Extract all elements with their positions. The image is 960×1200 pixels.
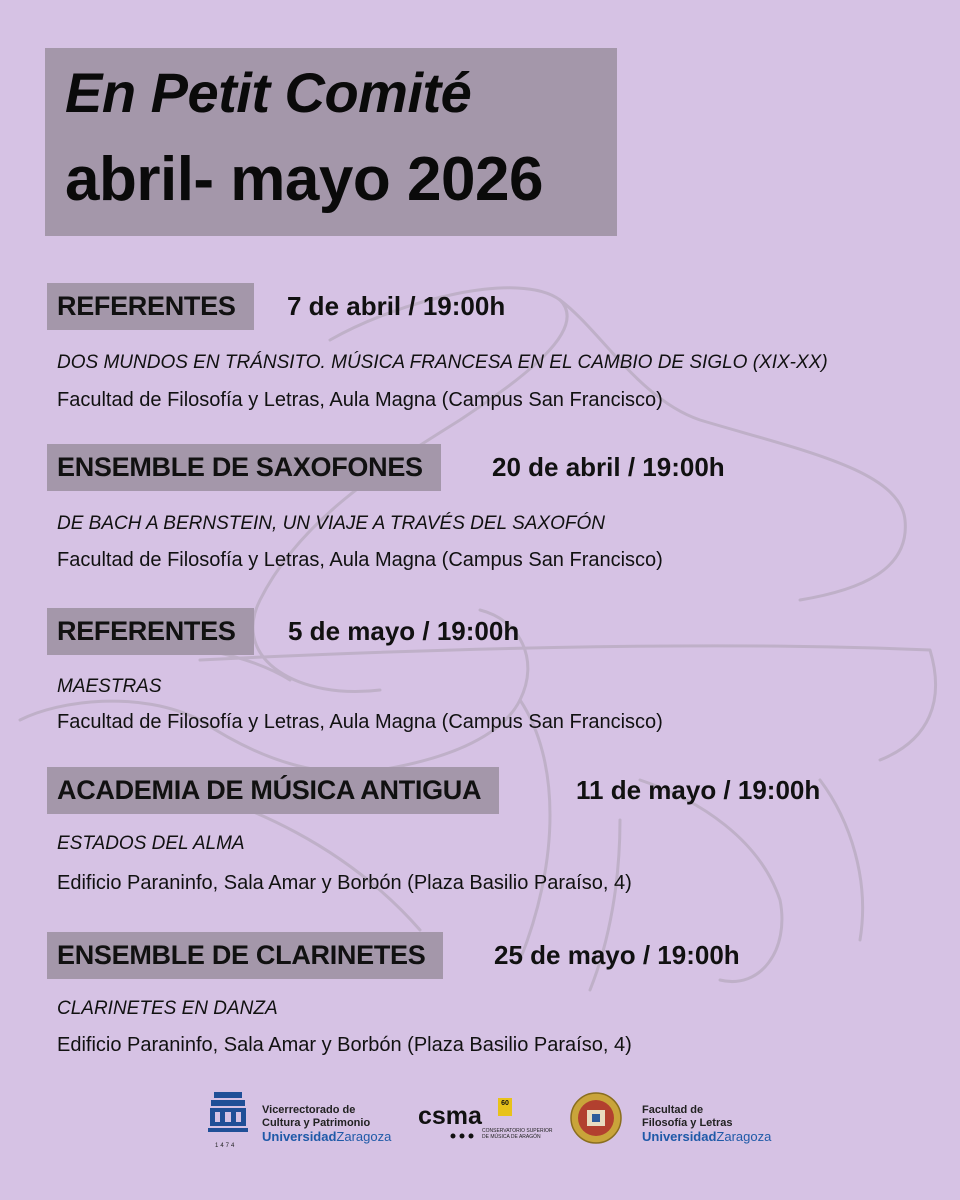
logo3-brand bbox=[642, 1130, 771, 1143]
title-block bbox=[45, 48, 617, 236]
event-venue: Facultad de Filosofía y Letras, Aula Magna (Campus San Francisco) bbox=[57, 389, 663, 411]
event-group-tag: ENSEMBLE DE CLARINETES bbox=[47, 932, 443, 979]
faculty-seal-icon bbox=[570, 1092, 622, 1144]
event-program: ESTADOS DEL ALMA bbox=[57, 833, 245, 854]
page-subtitle: abril- mayo 2026 bbox=[65, 145, 543, 214]
logo1-line1: Vicerrectorado de bbox=[262, 1104, 356, 1116]
logo3-brand-a: Universidad bbox=[642, 1129, 717, 1144]
event-date: 25 de mayo / 19:00h bbox=[494, 940, 740, 970]
event-venue: Edificio Paraninfo, Sala Amar y Borbón (Plaza Basilio Paraíso, 4) bbox=[57, 1034, 632, 1056]
logo3-brand-b: Zaragoza bbox=[716, 1129, 772, 1144]
event-group-tag: REFERENTES bbox=[47, 608, 254, 655]
csma-anniversary-badge: 60 bbox=[498, 1098, 512, 1116]
csma-logo: csma bbox=[418, 1102, 482, 1130]
logo1-brand bbox=[262, 1130, 391, 1143]
event-venue: Facultad de Filosofía y Letras, Aula Magna (Campus San Francisco) bbox=[57, 711, 663, 733]
event-venue: Facultad de Filosofía y Letras, Aula Magna (Campus San Francisco) bbox=[57, 549, 663, 571]
crest-year: 1474 bbox=[215, 1143, 237, 1149]
event-date: 20 de abril / 19:00h bbox=[492, 452, 725, 482]
logo1-brand-a: Universidad bbox=[262, 1129, 337, 1144]
csma-logo-text bbox=[482, 1128, 552, 1140]
event-date: 7 de abril / 19:00h bbox=[287, 291, 506, 321]
event-group-tag: REFERENTES bbox=[47, 283, 254, 330]
event-program: DOS MUNDOS EN TRÁNSITO. MÚSICA FRANCESA EN EL CAMBIO DE SIGLO (XIX-XX) bbox=[57, 352, 828, 373]
university-crest-icon bbox=[208, 1092, 248, 1146]
faculty-logo-text bbox=[642, 1104, 771, 1143]
logo3-line2: Filosofía y Letras bbox=[642, 1117, 733, 1129]
event-venue: Edificio Paraninfo, Sala Amar y Borbón (Plaza Basilio Paraíso, 4) bbox=[57, 872, 632, 894]
event-group-tag: ENSEMBLE DE SAXOFONES bbox=[47, 444, 441, 491]
logo2-line1: CONSERVATORIO SUPERIOR bbox=[482, 1128, 553, 1134]
logo1-brand-b: Zaragoza bbox=[336, 1129, 392, 1144]
logo3-line1: Facultad de bbox=[642, 1104, 704, 1116]
csma-dots-icon bbox=[450, 1132, 480, 1140]
event-program: DE BACH A BERNSTEIN, UN VIAJE A TRAVÉS DEL SAXOFÓN bbox=[57, 513, 605, 534]
event-date: 5 de mayo / 19:00h bbox=[288, 616, 520, 646]
vicerrectorado-logo-text bbox=[262, 1104, 391, 1143]
page-title: En Petit Comité bbox=[65, 61, 472, 124]
event-program: MAESTRAS bbox=[57, 676, 162, 697]
footer-logos bbox=[0, 1088, 960, 1158]
event-group-tag: ACADEMIA DE MÚSICA ANTIGUA bbox=[47, 767, 499, 814]
logo2-line2: DE MÚSICA DE ARAGÓN bbox=[482, 1134, 541, 1140]
event-date: 11 de mayo / 19:00h bbox=[576, 775, 821, 805]
logo1-line2: Cultura y Patrimonio bbox=[262, 1117, 371, 1129]
event-program: CLARINETES EN DANZA bbox=[57, 998, 278, 1019]
